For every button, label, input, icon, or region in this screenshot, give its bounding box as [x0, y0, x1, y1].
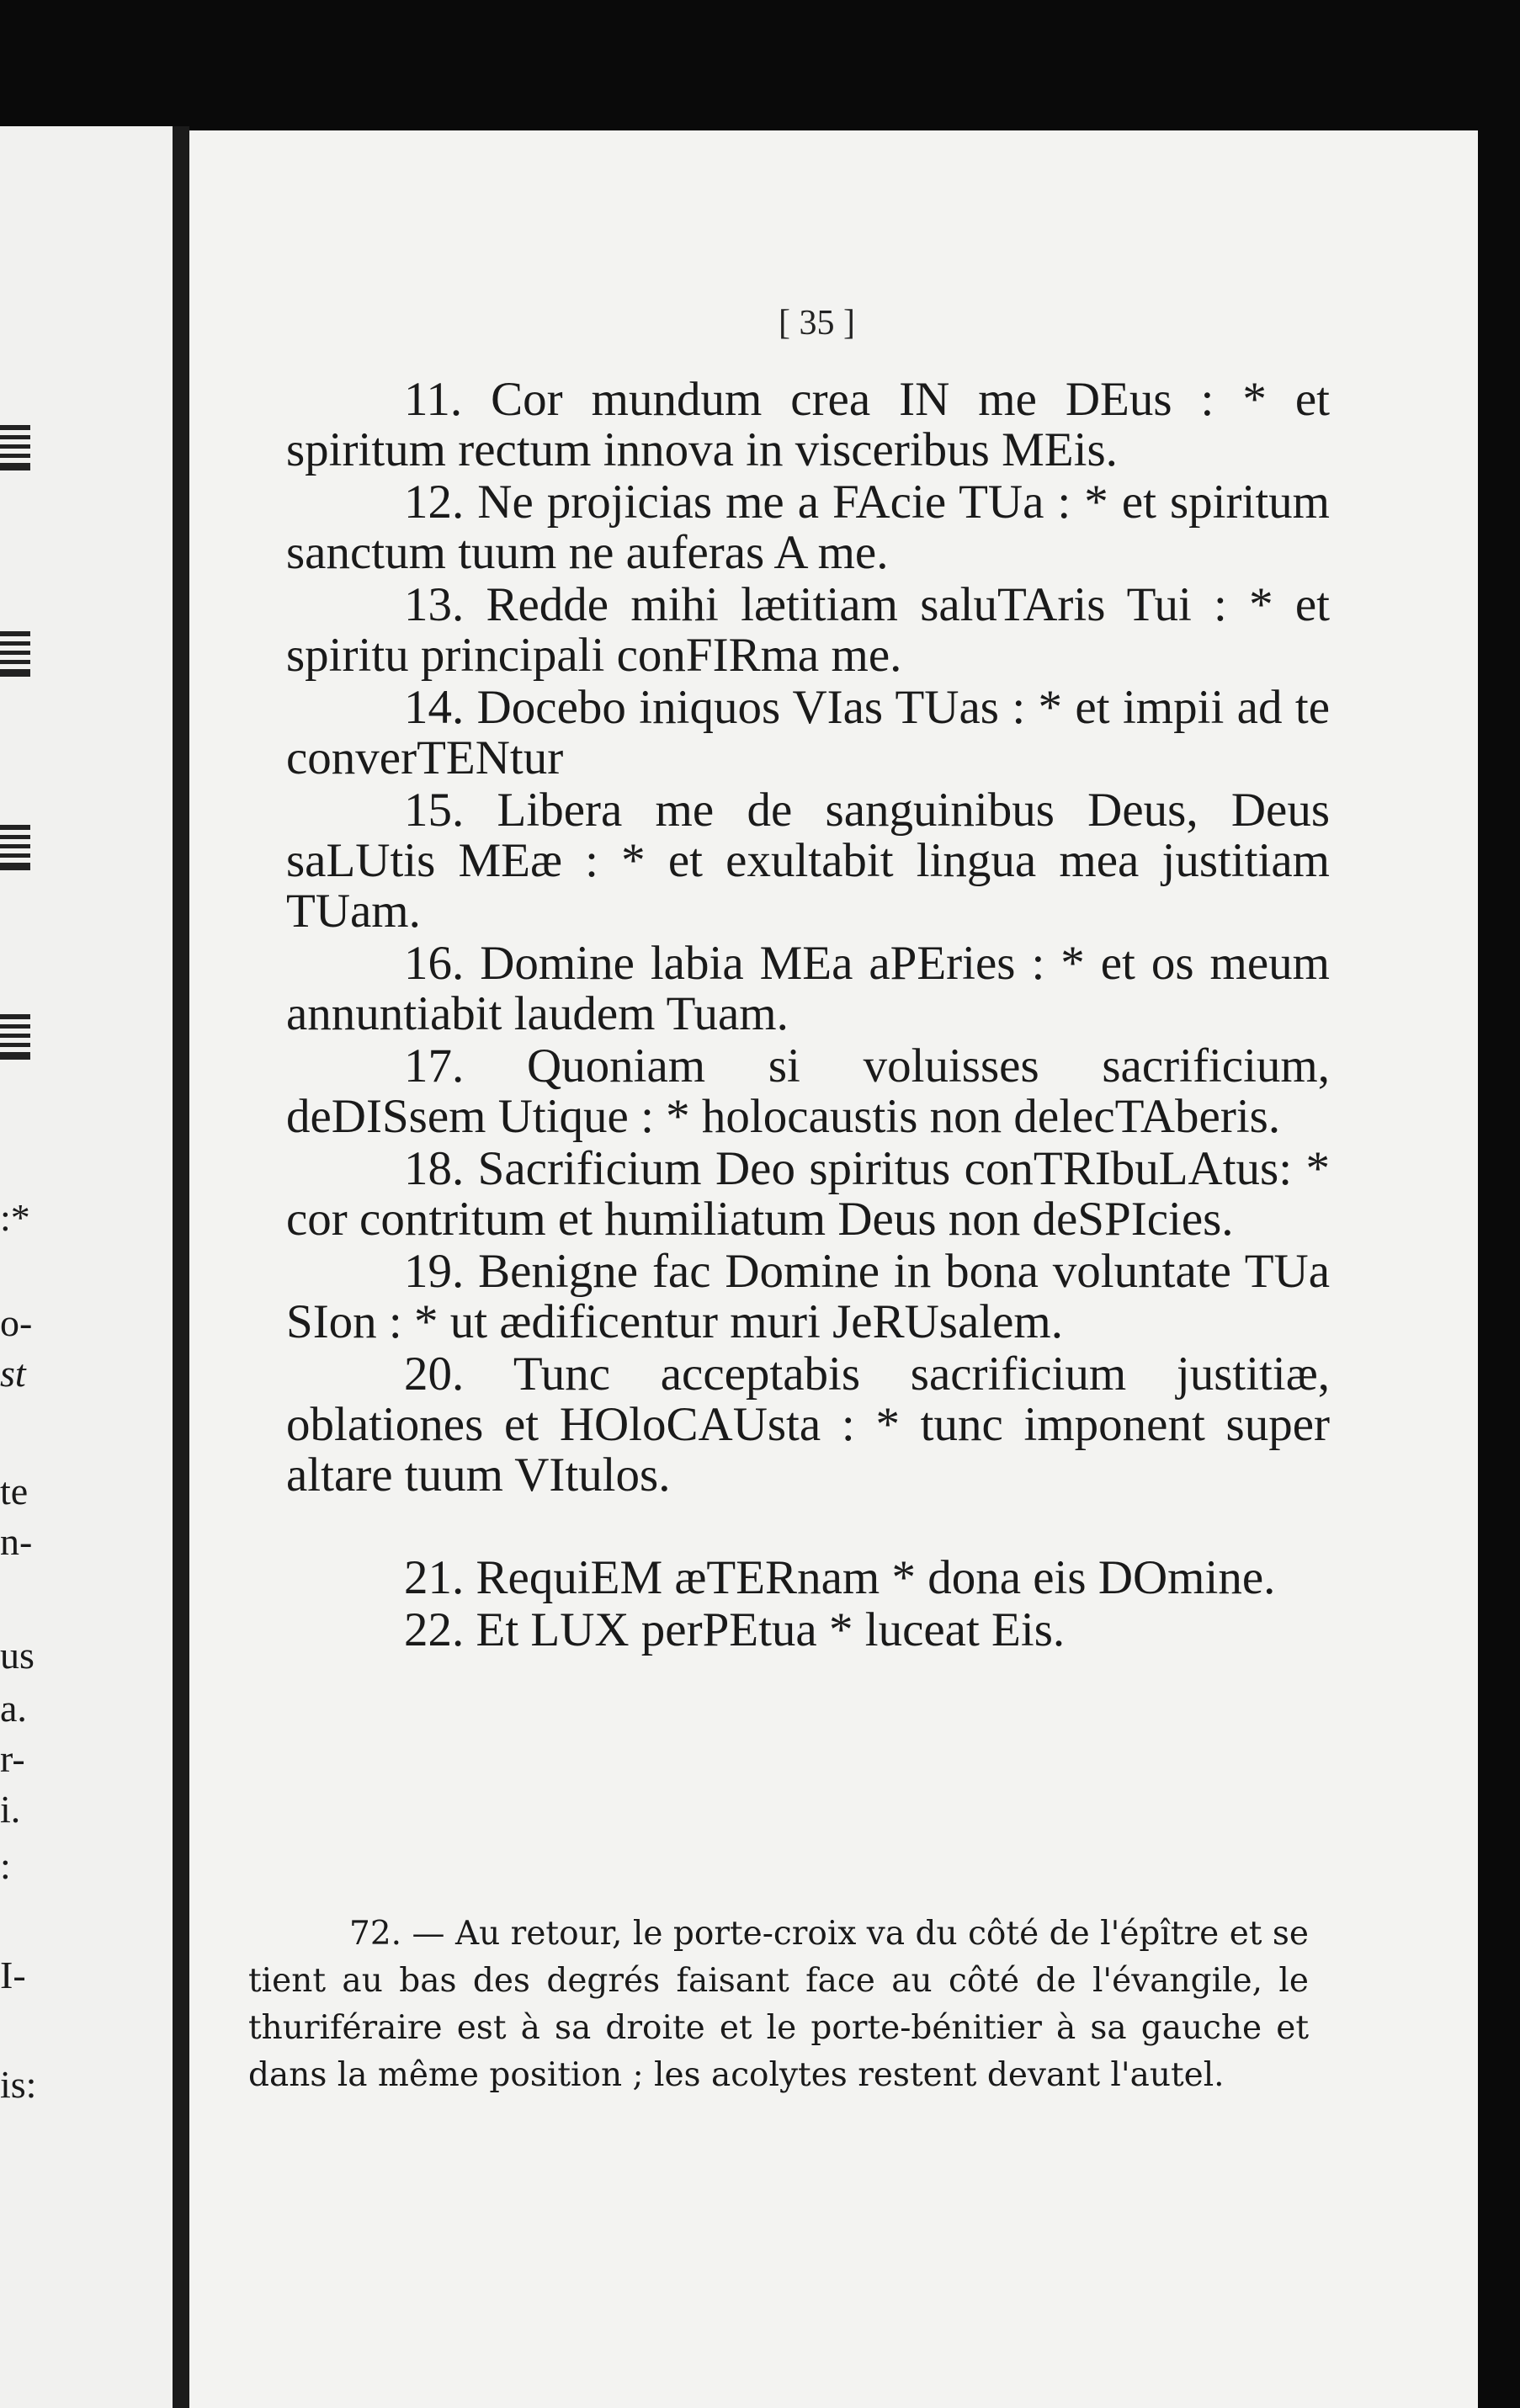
left-fragment: n-: [0, 1520, 33, 1563]
heading-mark-icon: [0, 1014, 30, 1060]
verse-19: 19. Benigne fac Domine in bona voluntate TUa SIon : * ut ædificentur muri JeRUsalem.: [286, 1245, 1330, 1348]
verse-20: 20. Tunc acceptabis sacrificium justitiæ, oblationes et HOloCAUsta : * tunc imponent super altare tuum VItulos.: [286, 1348, 1330, 1502]
verse-22: 22. Et LUX perPEtua * luceat Eis.: [404, 1603, 1066, 1656]
left-fragment: :: [0, 1844, 11, 1887]
psalm-text: [286, 375, 1330, 1657]
left-fragment: I-: [0, 1954, 26, 1996]
book-gutter: [173, 126, 189, 2408]
left-fragment: :*: [0, 1196, 30, 1239]
verse-17: 17. Quoniam si voluisses sacrificium, deDISsem Utique : * holocaustis non delecTAberis.: [286, 1039, 1330, 1143]
left-fragment: o-: [0, 1301, 33, 1344]
heading-mark-icon: [0, 631, 30, 677]
left-fragment: r-: [0, 1737, 25, 1780]
left-fragment: i.: [0, 1788, 21, 1831]
verse-11: 11. Cor mundum crea IN me DEus : * et spiritum rectum innova in visceribus MEis.: [286, 373, 1330, 476]
heading-mark-icon: [0, 825, 30, 870]
left-fragment: a.: [0, 1687, 27, 1730]
verse-13: 13. Redde mihi lætitiam saluTAris Tui : * et spiritu principali conFIRma me.: [286, 578, 1330, 682]
verse-15: 15. Libera me de sanguinibus Deus, Deus saLUtis MEæ : * et exultabit lingua mea justitiam TUam.: [286, 784, 1330, 938]
left-fragment: us: [0, 1634, 35, 1677]
verse-18: 18. Sacrificium Deo spiritus conTRIbuLAtus: * cor contritum et humiliatum Deus non deSPIcies.: [286, 1142, 1330, 1246]
left-fragment: st: [0, 1352, 26, 1395]
verse-14: 14. Docebo iniquos VIas TUas : * et impii ad te converTENtur: [286, 681, 1330, 784]
heading-mark-icon: [0, 425, 30, 470]
page-number: [ 35 ]: [779, 304, 855, 343]
left-fragment: te: [0, 1470, 29, 1512]
left-fragment: is:: [0, 2063, 37, 2106]
verse-12: 12. Ne projicias me a FAcie TUa : * et spiritum sanctum tuum ne auferas A me.: [286, 476, 1330, 579]
left-page-edge: [0, 126, 173, 2408]
rubric-note-72: 72. — Au retour, le porte-croix va du côté de l'épître et se tient au bas des degrés faisant face au côté de l'évangile, le thuriféraire est à sa droite et le porte-bénitier à sa gauche et dans la même position ; les acolytes restent devant l'autel.: [248, 1915, 1309, 2094]
scan-border: [1478, 0, 1520, 2408]
verse-16: 16. Domine labia MEa aPEries : * et os meum annuntiabit laudem Tuam.: [286, 937, 1330, 1040]
verse-21: 21. RequiEM æTERnam * dona eis DOmine.: [404, 1551, 1276, 1604]
